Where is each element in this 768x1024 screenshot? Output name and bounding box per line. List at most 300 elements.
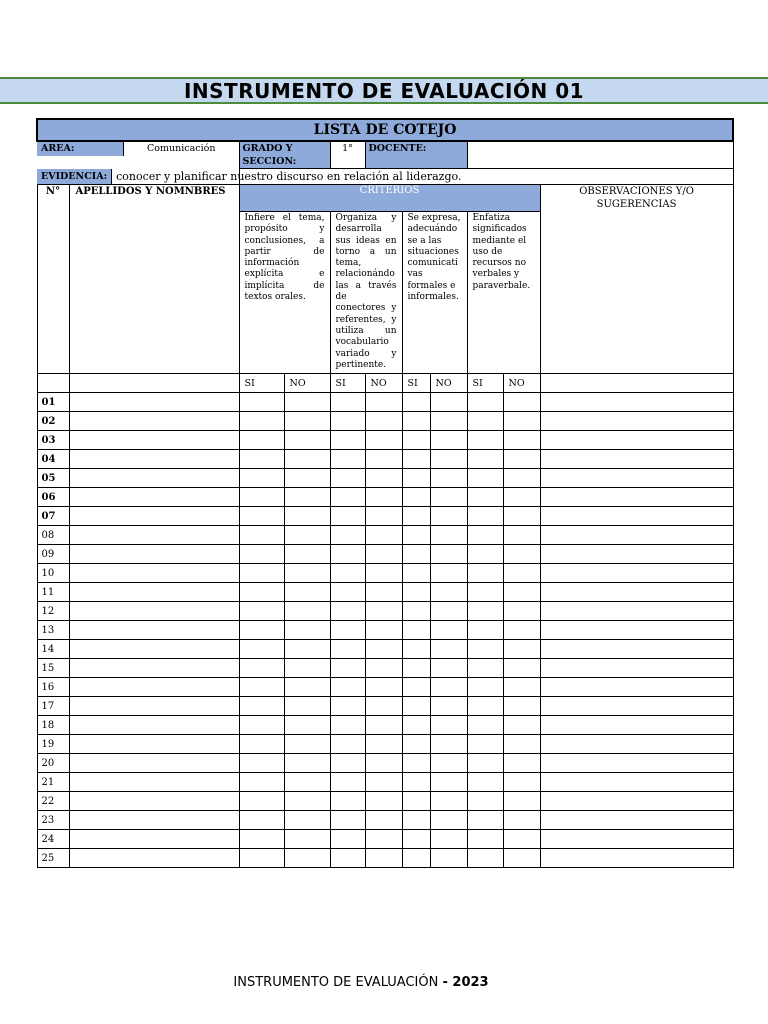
table-row [37,754,733,773]
mark-cell[interactable] [430,393,467,412]
mark-cell[interactable] [239,488,284,507]
mark-cell[interactable] [284,431,330,450]
mark-cell[interactable] [467,621,503,640]
observation-cell[interactable] [540,792,733,811]
mark-cell[interactable] [402,716,430,735]
mark-cell[interactable] [402,659,430,678]
mark-cell[interactable] [467,431,503,450]
mark-cell[interactable] [503,659,540,678]
mark-cell[interactable] [402,526,430,545]
observation-cell[interactable] [540,602,733,621]
table-row [37,583,733,602]
mark-cell[interactable] [330,393,365,412]
mark-cell[interactable] [239,830,284,849]
mark-cell[interactable] [503,697,540,716]
mark-cell[interactable] [402,792,430,811]
mark-cell[interactable] [503,773,540,792]
student-name-cell[interactable] [69,412,239,431]
mark-cell[interactable] [503,602,540,621]
observation-cell[interactable] [540,754,733,773]
mark-cell[interactable] [503,811,540,830]
mark-cell[interactable] [284,811,330,830]
mark-cell[interactable] [503,393,540,412]
mark-cell[interactable] [284,659,330,678]
student-name-cell[interactable] [69,830,239,849]
mark-cell[interactable] [284,773,330,792]
mark-cell[interactable] [284,564,330,583]
mark-cell[interactable] [430,697,467,716]
student-name-cell[interactable] [69,773,239,792]
mark-cell[interactable] [503,792,540,811]
mark-cell[interactable] [430,488,467,507]
mark-cell[interactable] [467,811,503,830]
mark-cell[interactable] [239,564,284,583]
row-number: 20 [37,754,69,773]
mark-cell[interactable] [239,450,284,469]
mark-cell[interactable] [402,450,430,469]
mark-cell[interactable] [402,431,430,450]
mark-cell[interactable] [467,773,503,792]
mark-cell[interactable] [239,811,284,830]
row-number: 14 [37,640,69,659]
mark-cell[interactable] [430,602,467,621]
mark-cell[interactable] [365,678,402,697]
mark-cell[interactable] [467,678,503,697]
mark-cell[interactable] [467,602,503,621]
no-label: NO [430,374,467,393]
mark-cell[interactable] [503,431,540,450]
mark-cell[interactable] [467,450,503,469]
mark-cell[interactable] [239,393,284,412]
mark-cell[interactable] [330,526,365,545]
student-name-cell[interactable] [69,507,239,526]
mark-cell[interactable] [467,697,503,716]
mark-cell[interactable] [284,849,330,868]
mark-cell[interactable] [467,849,503,868]
mark-cell[interactable] [467,754,503,773]
observation-cell[interactable] [540,488,733,507]
student-name-cell[interactable] [69,526,239,545]
mark-cell[interactable] [284,792,330,811]
mark-cell[interactable] [239,716,284,735]
docente-label: DOCENTE: [365,141,467,169]
mark-cell[interactable] [284,830,330,849]
mark-cell[interactable] [430,716,467,735]
mark-cell[interactable] [503,678,540,697]
mark-cell[interactable] [402,735,430,754]
table-row [37,393,733,412]
row-number: 07 [37,507,69,526]
mark-cell[interactable] [330,640,365,659]
observation-cell[interactable] [540,412,733,431]
mark-cell[interactable] [503,830,540,849]
mark-cell[interactable] [365,735,402,754]
observation-cell[interactable] [540,697,733,716]
table-row [37,678,733,697]
mark-cell[interactable] [330,678,365,697]
mark-cell[interactable] [402,412,430,431]
mark-cell[interactable] [503,735,540,754]
area-value: Comunicación [147,143,216,154]
mark-cell[interactable] [402,849,430,868]
mark-cell[interactable] [467,716,503,735]
mark-cell[interactable] [467,412,503,431]
mark-cell[interactable] [467,659,503,678]
mark-cell[interactable] [284,469,330,488]
mark-cell[interactable] [402,507,430,526]
observation-cell[interactable] [540,583,733,602]
mark-cell[interactable] [365,697,402,716]
mark-cell[interactable] [402,640,430,659]
mark-cell[interactable] [239,507,284,526]
mark-cell[interactable] [284,716,330,735]
mark-cell[interactable] [330,811,365,830]
mark-cell[interactable] [365,412,402,431]
observation-cell[interactable] [540,450,733,469]
row-number: 11 [37,583,69,602]
table-row [37,602,733,621]
mark-cell[interactable] [284,735,330,754]
mark-cell[interactable] [365,792,402,811]
student-name-cell[interactable] [69,583,239,602]
mark-cell[interactable] [430,526,467,545]
student-name-cell[interactable] [69,431,239,450]
row-number: 17 [37,697,69,716]
mark-cell[interactable] [365,431,402,450]
mark-cell[interactable] [284,393,330,412]
row-number: 18 [37,716,69,735]
observation-cell[interactable] [540,526,733,545]
mark-cell[interactable] [467,640,503,659]
mark-cell[interactable] [365,564,402,583]
mark-cell[interactable] [430,735,467,754]
mark-cell[interactable] [430,659,467,678]
row-number: 08 [37,526,69,545]
mark-cell[interactable] [330,507,365,526]
mark-cell[interactable] [239,640,284,659]
mark-cell[interactable] [330,469,365,488]
student-name-cell[interactable] [69,488,239,507]
mark-cell[interactable] [402,697,430,716]
row-number: 09 [37,545,69,564]
observation-cell[interactable] [540,640,733,659]
si-label: SI [402,374,430,393]
observation-cell[interactable] [540,773,733,792]
mark-cell[interactable] [402,583,430,602]
mark-cell[interactable] [284,621,330,640]
lista-cotejo-heading: LISTA DE COTEJO [37,119,733,141]
mark-cell[interactable] [430,678,467,697]
mark-cell[interactable] [284,697,330,716]
checklist-table [36,118,734,868]
row-number: 19 [37,735,69,754]
mark-cell[interactable] [467,526,503,545]
row-number: 04 [37,450,69,469]
mark-cell[interactable] [467,564,503,583]
student-name-cell[interactable] [69,678,239,697]
table-row [37,621,733,640]
table-row [37,526,733,545]
mark-cell[interactable] [239,412,284,431]
mark-cell[interactable] [430,412,467,431]
mark-cell[interactable] [239,602,284,621]
mark-cell[interactable] [330,621,365,640]
mark-cell[interactable] [284,450,330,469]
evidencia-label: EVIDENCIA: [37,169,112,184]
mark-cell[interactable] [402,754,430,773]
mark-cell[interactable] [365,849,402,868]
criterio-4: Enfatiza significados mediante el uso de recursos no verbales y paraverbale. [467,212,540,374]
observation-cell[interactable] [540,678,733,697]
mark-cell[interactable] [330,545,365,564]
mark-cell[interactable] [239,773,284,792]
mark-cell[interactable] [503,450,540,469]
col-names-header: APELLIDOS Y NOMNBRES [69,185,239,374]
mark-cell[interactable] [365,640,402,659]
mark-cell[interactable] [402,773,430,792]
mark-cell[interactable] [467,545,503,564]
mark-cell[interactable] [330,659,365,678]
mark-cell[interactable] [430,811,467,830]
observation-cell[interactable] [540,393,733,412]
mark-cell[interactable] [430,450,467,469]
mark-cell[interactable] [365,469,402,488]
mark-cell[interactable] [239,431,284,450]
mark-cell[interactable] [503,545,540,564]
row-number: 15 [37,659,69,678]
mark-cell[interactable] [284,545,330,564]
mark-cell[interactable] [330,754,365,773]
student-name-cell[interactable] [69,735,239,754]
mark-cell[interactable] [402,621,430,640]
student-name-cell[interactable] [69,450,239,469]
table-row [37,830,733,849]
mark-cell[interactable] [503,640,540,659]
observation-cell[interactable] [540,830,733,849]
observation-cell[interactable] [540,811,733,830]
mark-cell[interactable] [330,849,365,868]
mark-cell[interactable] [330,602,365,621]
table-row [37,792,733,811]
mark-cell[interactable] [365,583,402,602]
mark-cell[interactable] [365,488,402,507]
mark-cell[interactable] [430,621,467,640]
mark-cell[interactable] [503,507,540,526]
mark-cell[interactable] [430,431,467,450]
mark-cell[interactable] [239,469,284,488]
mark-cell[interactable] [330,773,365,792]
observation-cell[interactable] [540,545,733,564]
student-name-cell[interactable] [69,716,239,735]
table-row [37,564,733,583]
mark-cell[interactable] [365,773,402,792]
row-number: 01 [37,393,69,412]
mark-cell[interactable] [239,545,284,564]
mark-cell[interactable] [365,716,402,735]
mark-cell[interactable] [284,583,330,602]
mark-cell[interactable] [430,773,467,792]
mark-cell[interactable] [239,792,284,811]
mark-cell[interactable] [430,849,467,868]
mark-cell[interactable] [503,621,540,640]
mark-cell[interactable] [284,640,330,659]
observation-cell[interactable] [540,507,733,526]
docente-value [467,141,733,169]
table-row [37,735,733,754]
row-number: 23 [37,811,69,830]
mark-cell[interactable] [284,526,330,545]
mark-cell[interactable] [330,564,365,583]
mark-cell[interactable] [330,488,365,507]
student-name-cell[interactable] [69,469,239,488]
student-name-cell[interactable] [69,697,239,716]
row-number: 16 [37,678,69,697]
student-name-cell[interactable] [69,602,239,621]
mark-cell[interactable] [503,564,540,583]
observation-cell[interactable] [540,469,733,488]
observation-cell[interactable] [540,564,733,583]
mark-cell[interactable] [330,450,365,469]
mark-cell[interactable] [467,735,503,754]
page-footer [0,975,722,990]
table-row [37,469,733,488]
mark-cell[interactable] [430,564,467,583]
mark-cell[interactable] [284,754,330,773]
mark-cell[interactable] [284,412,330,431]
mark-cell[interactable] [467,488,503,507]
mark-cell[interactable] [503,849,540,868]
observation-cell[interactable] [540,735,733,754]
mark-cell[interactable] [330,583,365,602]
mark-cell[interactable] [467,583,503,602]
mark-cell[interactable] [239,849,284,868]
student-name-cell[interactable] [69,811,239,830]
student-name-cell[interactable] [69,792,239,811]
grado-label: GRADO Y SECCION: [239,141,330,169]
mark-cell[interactable] [503,583,540,602]
row-number: 02 [37,412,69,431]
mark-cell[interactable] [503,412,540,431]
mark-cell[interactable] [239,678,284,697]
mark-cell[interactable] [239,621,284,640]
mark-cell[interactable] [503,469,540,488]
mark-cell[interactable] [467,830,503,849]
observation-cell[interactable] [540,716,733,735]
mark-cell[interactable] [430,507,467,526]
mark-cell[interactable] [239,754,284,773]
mark-cell[interactable] [467,393,503,412]
mark-cell[interactable] [467,507,503,526]
mark-cell[interactable] [402,488,430,507]
mark-cell[interactable] [365,393,402,412]
mark-cell[interactable] [430,640,467,659]
mark-cell[interactable] [402,811,430,830]
mark-cell[interactable] [330,431,365,450]
mark-cell[interactable] [402,830,430,849]
observation-cell[interactable] [540,659,733,678]
mark-cell[interactable] [430,583,467,602]
si-label: SI [467,374,503,393]
mark-cell[interactable] [402,602,430,621]
mark-cell[interactable] [365,659,402,678]
mark-cell[interactable] [239,526,284,545]
student-name-cell[interactable] [69,393,239,412]
mark-cell[interactable] [503,716,540,735]
student-name-cell[interactable] [69,545,239,564]
student-name-cell[interactable] [69,754,239,773]
mark-cell[interactable] [430,830,467,849]
mark-cell[interactable] [284,602,330,621]
mark-cell[interactable] [430,754,467,773]
mark-cell[interactable] [430,545,467,564]
mark-cell[interactable] [330,697,365,716]
no-label: NO [365,374,402,393]
student-name-cell[interactable] [69,621,239,640]
table-row [37,773,733,792]
mark-cell[interactable] [239,735,284,754]
row-number: 24 [37,830,69,849]
mark-cell[interactable] [330,716,365,735]
table-row [37,659,733,678]
mark-cell[interactable] [365,602,402,621]
mark-cell[interactable] [430,469,467,488]
row-number: 06 [37,488,69,507]
mark-cell[interactable] [239,659,284,678]
mark-cell[interactable] [402,564,430,583]
mark-cell[interactable] [365,507,402,526]
mark-cell[interactable] [402,678,430,697]
mark-cell[interactable] [430,792,467,811]
mark-cell[interactable] [330,412,365,431]
mark-cell[interactable] [239,697,284,716]
mark-cell[interactable] [284,678,330,697]
mark-cell[interactable] [239,583,284,602]
mark-cell[interactable] [365,811,402,830]
mark-cell[interactable] [365,450,402,469]
no-label: NO [284,374,330,393]
mark-cell[interactable] [330,830,365,849]
student-name-cell[interactable] [69,849,239,868]
mark-cell[interactable] [284,488,330,507]
mark-cell[interactable] [365,830,402,849]
mark-cell[interactable] [467,792,503,811]
mark-cell[interactable] [365,621,402,640]
mark-cell[interactable] [503,488,540,507]
student-name-cell[interactable] [69,640,239,659]
observation-cell[interactable] [540,431,733,450]
mark-cell[interactable] [402,545,430,564]
row-number: 12 [37,602,69,621]
mark-cell[interactable] [330,735,365,754]
mark-cell[interactable] [365,754,402,773]
mark-cell[interactable] [365,545,402,564]
table-row [37,431,733,450]
mark-cell[interactable] [503,754,540,773]
mark-cell[interactable] [365,526,402,545]
student-name-cell[interactable] [69,659,239,678]
mark-cell[interactable] [402,469,430,488]
mark-cell[interactable] [467,469,503,488]
grado-value: 1° [330,141,365,169]
mark-cell[interactable] [330,792,365,811]
mark-cell[interactable] [402,393,430,412]
observation-cell[interactable] [540,849,733,868]
observation-cell[interactable] [540,621,733,640]
student-name-cell[interactable] [69,564,239,583]
row-number: 25 [37,849,69,868]
mark-cell[interactable] [503,526,540,545]
mark-cell[interactable] [284,507,330,526]
